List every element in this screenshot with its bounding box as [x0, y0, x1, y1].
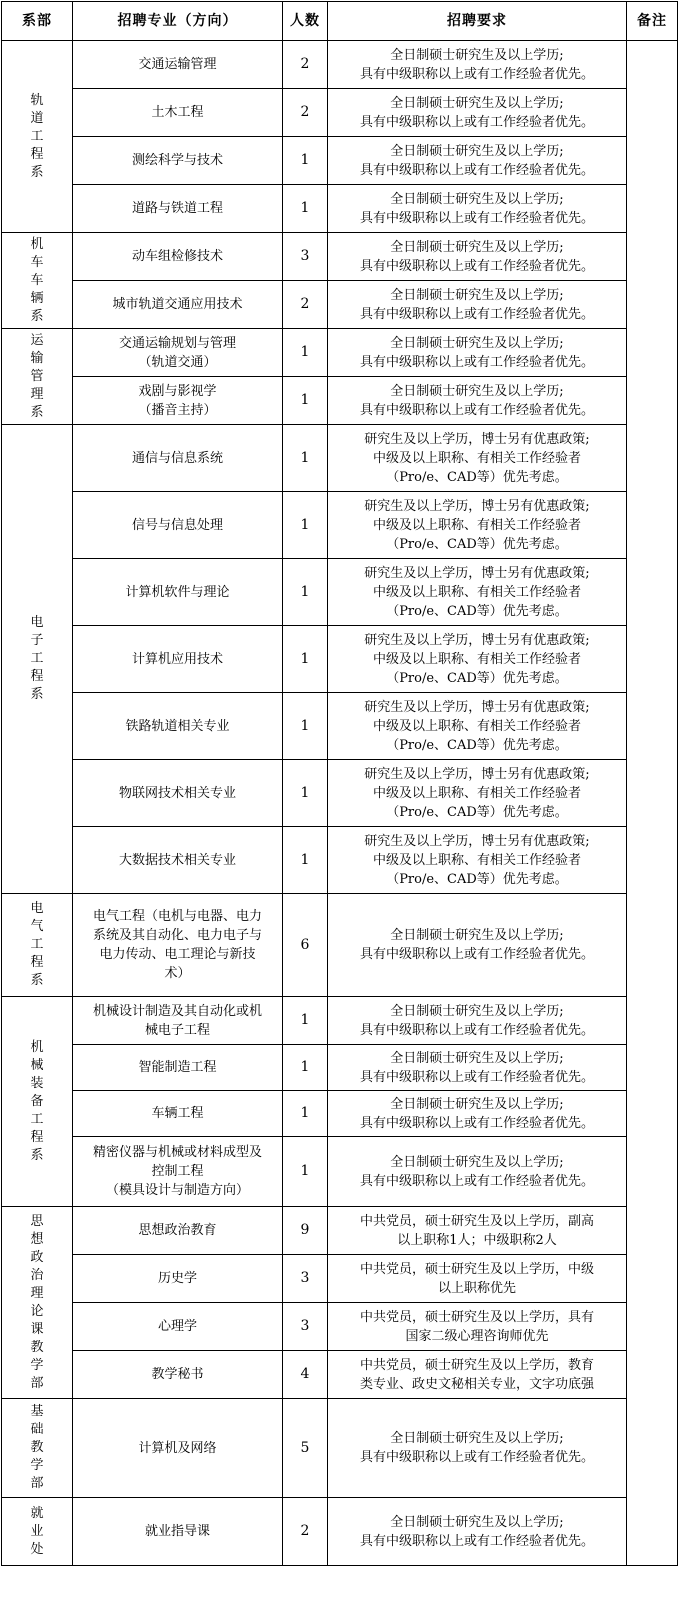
major-line: 戏剧与影视学	[138, 383, 217, 399]
requirement-line: 以上职称1人；中级职称2人	[397, 1232, 557, 1248]
requirement-cell	[328, 1399, 627, 1498]
requirement-cell	[328, 281, 627, 329]
major-line: 电气工程（电机与电器、电力	[92, 909, 262, 924]
department-cell	[2, 997, 73, 1207]
header-dept: 系部	[2, 2, 73, 41]
requirement-line: 具有中级职称以上或有工作经验者优先。	[359, 210, 594, 226]
requirement-line: 中共党员，硕士研究生及以上学历，中级	[359, 1261, 594, 1277]
table-row	[2, 329, 678, 377]
requirement-line: 具有中级职称以上或有工作经验者优先。	[359, 1450, 594, 1465]
major-cell	[73, 1498, 283, 1566]
headcount-cell: 6	[283, 894, 328, 997]
major-cell	[73, 1045, 283, 1091]
recruitment-table	[1, 1, 678, 1566]
department-cell	[2, 894, 73, 997]
major-cell	[73, 894, 283, 997]
major-cell	[73, 626, 283, 693]
table-row	[2, 89, 678, 137]
headcount-cell: 3	[283, 233, 328, 281]
table-body	[2, 41, 678, 1566]
headcount-cell: 4	[283, 1351, 328, 1399]
major-line: 城市轨道交通应用技术	[112, 297, 243, 312]
requirement-cell	[328, 137, 627, 185]
major-cell	[73, 1351, 283, 1399]
table-row	[2, 233, 678, 281]
major-cell	[73, 1137, 283, 1207]
major-line: 控制工程	[151, 1164, 204, 1179]
table-row	[2, 185, 678, 233]
requirement-line: 具有中级职称以上或有工作经验者优先。	[359, 162, 594, 178]
requirement-line: 研究生及以上学历，博士另有优惠政策;	[364, 699, 590, 715]
major-line: 术）	[164, 966, 191, 981]
headcount-cell: 9	[283, 1207, 328, 1255]
requirement-line: 全日制硕士研究生及以上学历;	[390, 191, 564, 207]
major-cell	[73, 559, 283, 626]
requirement-line: 研究生及以上学历，博士另有优惠政策;	[364, 833, 590, 849]
requirement-line: （Pro/e、CAD等）优先考虑。	[386, 469, 568, 485]
requirement-line: 具有中级职称以上或有工作经验者优先。	[359, 258, 594, 274]
major-cell	[73, 377, 283, 425]
major-cell	[73, 997, 283, 1045]
headcount-cell: 1	[283, 760, 328, 827]
headcount-cell: 3	[283, 1303, 328, 1351]
department-name: 基础教学部	[30, 1404, 44, 1491]
table-row	[2, 41, 678, 89]
headcount-cell: 2	[283, 281, 328, 329]
header-major: 招聘专业（方向）	[73, 2, 283, 41]
major-cell	[73, 185, 283, 233]
requirement-cell	[328, 89, 627, 137]
table-row	[2, 425, 678, 492]
major-cell	[73, 233, 283, 281]
table-row	[2, 827, 678, 894]
header-requirements: 招聘要求	[328, 2, 627, 41]
table-row	[2, 894, 678, 997]
requirement-line: 类专业、政史文秘相关专业，文字功底强	[359, 1376, 594, 1392]
headcount-cell: 1	[283, 827, 328, 894]
table-row	[2, 1303, 678, 1351]
requirement-line: 具有中级职称以上或有工作经验者优先。	[359, 306, 594, 322]
requirement-line: 以上职称优先	[437, 1280, 516, 1296]
major-cell	[73, 492, 283, 559]
requirement-line: 具有中级职称以上或有工作经验者优先。	[359, 114, 594, 130]
major-line: 测绘科学与技术	[131, 153, 223, 168]
requirement-line: 全日制硕士研究生及以上学历;	[390, 383, 564, 399]
major-line: 心理学	[157, 1319, 197, 1334]
headcount-cell: 1	[283, 693, 328, 760]
requirement-line: 全日制硕士研究生及以上学历;	[390, 47, 564, 63]
requirement-line: 具有中级职称以上或有工作经验者优先。	[359, 1069, 594, 1085]
requirement-line: 中级及以上职称、有相关工作经验者	[372, 450, 581, 466]
major-line: 计算机及网络	[138, 1440, 217, 1456]
requirement-cell	[328, 1045, 627, 1091]
table-row	[2, 1498, 678, 1566]
table-row	[2, 693, 678, 760]
requirement-line: （Pro/e、CAD等）优先考虑。	[386, 871, 568, 887]
requirement-cell	[328, 626, 627, 693]
requirement-line: 中级及以上职称、有相关工作经验者	[372, 584, 581, 600]
requirement-line: （Pro/e、CAD等）优先考虑。	[386, 670, 568, 686]
headcount-cell: 1	[283, 626, 328, 693]
major-line: 交通运输规划与管理	[118, 335, 236, 351]
requirement-line: 中级及以上职称、有相关工作经验者	[372, 718, 581, 734]
department-name: 电气工程系	[30, 901, 44, 988]
headcount-cell: 1	[283, 559, 328, 626]
major-line: 信号与信息处理	[131, 517, 223, 533]
department-name: 电子工程系	[30, 615, 44, 702]
requirement-cell	[328, 1498, 627, 1566]
requirement-cell	[328, 329, 627, 377]
department-cell	[2, 425, 73, 894]
headcount-cell: 1	[283, 1045, 328, 1091]
major-cell	[73, 827, 283, 894]
major-line: 电力传动、电工理论与新技	[99, 947, 256, 962]
headcount-cell: 1	[283, 425, 328, 492]
major-cell	[73, 425, 283, 492]
major-cell	[73, 1399, 283, 1498]
table-row	[2, 1045, 678, 1091]
major-line: 车辆工程	[151, 1106, 204, 1121]
requirement-line: 具有中级职称以上或有工作经验者优先。	[359, 1022, 594, 1038]
headcount-cell: 2	[283, 41, 328, 89]
header-count: 人数	[283, 2, 328, 41]
major-line: 精密仪器与机械或材料成型及	[92, 1145, 262, 1160]
requirement-line: 具有中级职称以上或有工作经验者优先。	[359, 1173, 594, 1189]
table-row	[2, 559, 678, 626]
requirement-line: （Pro/e、CAD等）优先考虑。	[386, 737, 568, 753]
requirement-line: 具有中级职称以上或有工作经验者优先。	[359, 1115, 594, 1131]
major-cell	[73, 760, 283, 827]
requirement-line: 全日制硕士研究生及以上学历;	[390, 1514, 564, 1530]
major-line: 械电子工程	[144, 1022, 210, 1038]
headcount-cell: 5	[283, 1399, 328, 1498]
department-name: 思想政治理论课教学部	[30, 1213, 44, 1391]
department-name: 轨道工程系	[30, 92, 44, 180]
requirement-line: 全日制硕士研究生及以上学历;	[390, 143, 564, 159]
major-line: 机械设计制造及其自动化或机	[92, 1003, 262, 1019]
headcount-cell: 3	[283, 1255, 328, 1303]
requirement-line: 研究生及以上学历，博士另有优惠政策;	[364, 632, 590, 648]
requirement-cell	[328, 185, 627, 233]
requirement-line: 研究生及以上学历，博士另有优惠政策;	[364, 565, 590, 581]
major-line: 大数据技术相关专业	[118, 852, 236, 868]
table-row	[2, 760, 678, 827]
major-line: 历史学	[157, 1271, 197, 1286]
requirement-line: （Pro/e、CAD等）优先考虑。	[386, 536, 568, 552]
headcount-cell: 1	[283, 1091, 328, 1137]
requirement-cell	[328, 425, 627, 492]
requirement-cell	[328, 559, 627, 626]
requirement-cell	[328, 41, 627, 89]
requirement-cell	[328, 492, 627, 559]
table-row	[2, 626, 678, 693]
requirement-cell	[328, 1091, 627, 1137]
major-line: （播音主持）	[138, 402, 217, 418]
major-line: 智能制造工程	[138, 1060, 217, 1075]
department-name: 就业处	[30, 1505, 44, 1557]
requirement-line: 全日制硕士研究生及以上学历;	[390, 1431, 564, 1446]
requirement-cell	[328, 827, 627, 894]
requirement-cell	[328, 760, 627, 827]
table-row	[2, 1255, 678, 1303]
requirement-line: 研究生及以上学历，博士另有优惠政策;	[364, 431, 590, 447]
requirement-line: 具有中级职称以上或有工作经验者优先。	[359, 1533, 594, 1549]
requirement-line: 具有中级职称以上或有工作经验者优先。	[359, 402, 594, 418]
requirement-line: 全日制硕士研究生及以上学历;	[390, 1050, 564, 1066]
headcount-cell: 2	[283, 89, 328, 137]
major-line: 铁路轨道相关专业	[125, 718, 230, 734]
major-line: 计算机应用技术	[131, 651, 223, 667]
department-cell	[2, 233, 73, 329]
major-cell	[73, 41, 283, 89]
requirement-cell	[328, 377, 627, 425]
headcount-cell: 2	[283, 1498, 328, 1566]
major-cell	[73, 1091, 283, 1137]
major-line: （模具设计与制造方向）	[105, 1183, 249, 1198]
major-line: 思想政治教育	[138, 1223, 217, 1238]
requirement-line: 中共党员，硕士研究生及以上学历，具有	[359, 1309, 594, 1325]
department-cell	[2, 1207, 73, 1399]
requirement-line: 中级及以上职称、有相关工作经验者	[372, 651, 581, 667]
major-cell	[73, 1207, 283, 1255]
requirement-line: （Pro/e、CAD等）优先考虑。	[386, 804, 568, 820]
major-cell	[73, 281, 283, 329]
requirement-line: 全日制硕士研究生及以上学历;	[390, 335, 564, 351]
requirement-line: 全日制硕士研究生及以上学历;	[390, 1154, 564, 1170]
major-cell	[73, 137, 283, 185]
requirement-line: 研究生及以上学历，博士另有优惠政策;	[364, 766, 590, 782]
major-line: 计算机软件与理论	[125, 584, 230, 600]
requirement-cell	[328, 1207, 627, 1255]
requirement-cell	[328, 1137, 627, 1207]
major-cell	[73, 1255, 283, 1303]
major-line: 道路与铁道工程	[131, 201, 223, 216]
headcount-cell: 1	[283, 492, 328, 559]
table-row	[2, 997, 678, 1045]
department-cell	[2, 1498, 73, 1566]
major-line: 通信与信息系统	[131, 450, 223, 466]
requirement-line: 具有中级职称以上或有工作经验者优先。	[359, 947, 594, 962]
requirement-cell	[328, 894, 627, 997]
department-cell	[2, 1399, 73, 1498]
department-name: 机车车辆系	[30, 236, 44, 324]
major-line: 土木工程	[151, 105, 204, 120]
requirement-line: 全日制硕士研究生及以上学历;	[390, 239, 564, 255]
table-row	[2, 137, 678, 185]
department-name: 运输管理系	[30, 332, 44, 420]
requirement-cell	[328, 693, 627, 760]
requirement-cell	[328, 997, 627, 1045]
header-remarks: 备注	[627, 2, 678, 41]
requirement-cell	[328, 1255, 627, 1303]
major-line: 教学秘书	[151, 1367, 204, 1382]
major-cell	[73, 329, 283, 377]
department-cell	[2, 329, 73, 425]
major-line: 系统及其自动化、电力电子与	[92, 928, 262, 943]
requirement-line: （Pro/e、CAD等）优先考虑。	[386, 603, 568, 619]
headcount-cell: 1	[283, 137, 328, 185]
major-line: 就业指导课	[144, 1524, 210, 1539]
table-row	[2, 281, 678, 329]
headcount-cell: 1	[283, 377, 328, 425]
table-row	[2, 1091, 678, 1137]
header-row	[2, 2, 678, 41]
requirement-line: 中共党员，硕士研究生及以上学历，副高	[359, 1213, 594, 1229]
headcount-cell: 1	[283, 1137, 328, 1207]
major-line: 物联网技术相关专业	[118, 785, 236, 801]
major-line: 动车组检修技术	[131, 249, 223, 264]
major-cell	[73, 89, 283, 137]
requirement-line: 全日制硕士研究生及以上学历;	[390, 1096, 564, 1112]
requirement-line: 中级及以上职称、有相关工作经验者	[372, 517, 581, 533]
requirement-line: 具有中级职称以上或有工作经验者优先。	[359, 354, 594, 370]
major-line: 交通运输管理	[138, 57, 217, 72]
major-line: （轨道交通）	[138, 354, 217, 370]
remarks-cell	[627, 41, 678, 1566]
headcount-cell: 1	[283, 185, 328, 233]
requirement-line: 研究生及以上学历，博士另有优惠政策;	[364, 498, 590, 514]
table-row	[2, 377, 678, 425]
major-cell	[73, 693, 283, 760]
table-row	[2, 1351, 678, 1399]
requirement-line: 中级及以上职称、有相关工作经验者	[372, 785, 581, 801]
requirement-cell	[328, 1351, 627, 1399]
department-cell	[2, 41, 73, 233]
requirement-line: 全日制硕士研究生及以上学历;	[390, 95, 564, 111]
requirement-line: 全日制硕士研究生及以上学历;	[390, 928, 564, 943]
headcount-cell: 1	[283, 997, 328, 1045]
department-name: 机械装备工程系	[30, 1039, 44, 1163]
requirement-line: 全日制硕士研究生及以上学历;	[390, 287, 564, 303]
requirement-cell	[328, 233, 627, 281]
major-cell	[73, 1303, 283, 1351]
requirement-line: 国家二级心理咨询师优先	[405, 1328, 549, 1344]
requirement-line: 具有中级职称以上或有工作经验者优先。	[359, 66, 594, 82]
table-row	[2, 1399, 678, 1498]
requirement-line: 中级及以上职称、有相关工作经验者	[372, 852, 581, 868]
requirement-line: 中共党员，硕士研究生及以上学历，教育	[359, 1357, 594, 1373]
headcount-cell: 1	[283, 329, 328, 377]
table-row	[2, 1137, 678, 1207]
table-row	[2, 492, 678, 559]
requirement-line: 全日制硕士研究生及以上学历;	[390, 1003, 564, 1019]
requirement-cell	[328, 1303, 627, 1351]
table-row	[2, 1207, 678, 1255]
